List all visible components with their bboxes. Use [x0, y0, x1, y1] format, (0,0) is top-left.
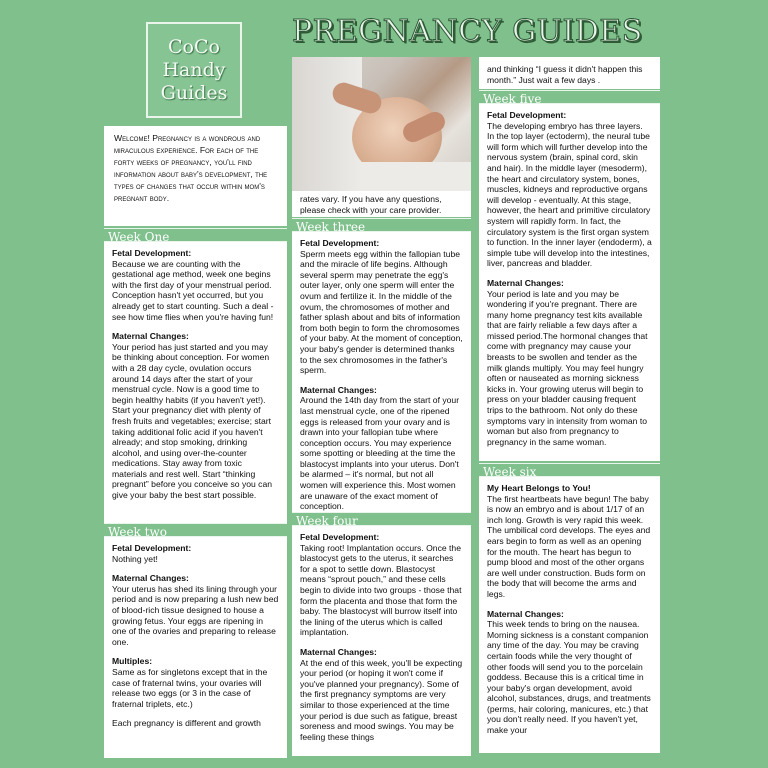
intro-panel [104, 126, 287, 226]
week-four-fetal-title: Fetal Development: [300, 532, 380, 542]
week-three-maternal-text: Around the 14th day from the start of your last menstrual cycle, one of the ripened eggs is released from your ovary and is drawn into your fallopian tube where conception occurs. You may experience some spotting or bleeding at the time the blastocyst implants into your uterus. Don't be alarmed – it's normal, but not all women will experience this. Most women are unaware of the exact moment of conception. [300, 395, 460, 512]
week-one-maternal-text: Your period has just started and you may be thinking about conception. For women with a 28 day cycle, ovulation occurs around 14 days after the start of your menstrual cycle. Now is a good time to begin healthy habits (if you haven't yet!). Start your pregnancy diet with plenty of fresh fruits and vegetables; exercise; start taking additional folic acid if you haven't already; and stop smoking, drinking alcohol, and using over-the-counter medications. Stay away from toxic materials and rest well. Start “thinking pregnant” before you conceive so you can give your baby the best start possible. [112, 341, 273, 501]
week-five-body [479, 104, 660, 461]
week-five-maternal-title: Maternal Changes: [487, 277, 564, 288]
week-five-heading: Week five [479, 90, 660, 104]
logo-line-2: Handy [162, 58, 226, 81]
week-two-section [104, 523, 287, 758]
week-six-heart-text: The first heartbeats have begun! The baby is now an embryo and is about 1/17 of an inch long. Growth is very rapid this week. The umbilical cord develops. The eyes and ears begin to form as well as an opening for the mouth. The heart has begun to pump blood and most of the other organs are well under construction. Buds form on the body that will become the arms and legs. [487, 493, 651, 599]
col3-cont-text: and thinking “I guess it didn't happen this month.” Just wait a few days . [487, 64, 643, 85]
week-three-fetal-title: Fetal Development: [300, 238, 380, 248]
week-two-fetal-text: Nothing yet! [112, 553, 158, 564]
col2-continuation [292, 191, 471, 217]
logo-line-1: CoCo [168, 35, 220, 58]
week-four-section [292, 512, 471, 756]
week-six-body [479, 477, 660, 753]
week-six-heart-title: My Heart Belongs to You! [487, 483, 591, 493]
week-one-heading: Week One [104, 228, 287, 242]
week-two-multiples-title: Multiples: [112, 656, 153, 667]
week-one-fetal-text: Because we are counting with the gestational age method, week one begins with the first day of your menstrual period. Conception hasn't yet occurred, but you already get to start counting. Such a deal - see how time flies when you're having fun! [112, 258, 274, 322]
intro-text: Welcome! Pregnancy is a wondrous and miraculous experience. For each of the forty weeks of pregnancy, you'll find information about baby's development, the types of changes that occur within mom's pregnant body. [114, 133, 268, 203]
week-one-fetal-title: Fetal Development: [112, 248, 192, 258]
week-six-maternal-text: This week tends to bring on the nausea. Morning sickness is a constant companion any time of the day. You may be craving certain foods while the very thought of other foods will send you to the porcelain goddess. Because this is a critical time in your baby's organ development, avoid alcohol, substances, drugs, and treatments (perms, hair coloring, manicures, etc.) that you don't really need. If you haven't yet, make your [487, 619, 651, 736]
week-two-body [104, 537, 287, 758]
col3-continuation [479, 57, 660, 89]
logo-line-3: Guides [160, 81, 228, 104]
col2-cont-text: rates vary. If you have any questions, please check with your care provider. [300, 194, 442, 215]
week-four-fetal-text: Taking root! Implantation occurs. Once the blastocyst gets to the uterus, it searches for a spot to settle down. Blastocyst means “sprout pouch,” and these cells begin to divide into two groups - those that form the placenta and those that form the baby. The blastocyst will burrow itself into the lining of the uterus which is called implantation. [300, 542, 462, 638]
week-three-maternal-title: Maternal Changes: [300, 384, 377, 395]
week-two-fetal-title: Fetal Development: [112, 543, 192, 553]
pregnant-belly-photo [292, 57, 471, 191]
week-six-section [479, 463, 660, 753]
week-five-maternal-text: Your period is late and you may be wondering if you're pregnant. There are many home pregnancy test kits available that are fairly reliable a few days after a missed period.The hormonal changes that come with pregnancy may cause your breasts to be swollen and tender as the milk glands multiply. You may feel hungry often or nauseated as morning sickness kicks in. Your growing uterus will begin to press on your bladder causing frequent trips to the bathroom. Not only do these symptoms vary in intensity from woman to woman but also from pregnancy to pregnancy in the same woman. [487, 288, 648, 447]
week-two-maternal-title: Maternal Changes: [112, 573, 189, 584]
week-one-maternal-title: Maternal Changes: [112, 331, 189, 342]
week-two-heading: Week two [104, 523, 287, 537]
page-title: PREGNANCY GUIDES [292, 14, 643, 49]
week-three-heading: Week three [292, 218, 471, 232]
week-five-fetal-text: The developing embryo has three layers. In the top layer (ectoderm), the neural tube will form which will further develop into the nervous system (brain, spinal cord, skin and hair). In the middle layer (mesoderm), the heart and circulatory system, bones, muscles, kidneys and reproductive organs will develop - eventually. At this stage, however, the heart and primitive circulatory system will rapidly form. In fact, the circulatory system is the first organ system to function. In the inner layer (endoderm), a simple tube will develop into the intestines, liver, pancreas and bladder. [487, 120, 652, 269]
week-three-section [292, 218, 471, 515]
coco-handy-guides-logo [146, 22, 242, 118]
week-one-section [104, 228, 287, 532]
week-three-fetal-text: Sperm meets egg within the fallopian tube and the miracle of life begins. Although several sperm may penetrate the egg's outer layer, only one sperm will enter the ovum and fertilize it. In the middle of the ovum, the chromosomes of mother and father splash about and bits of information from both begin to form the chromosomes of your baby. At the moment of conception, your baby's gender is determined thanks to the sex chromosomes in the father's sperm. [300, 248, 463, 376]
week-four-maternal-title: Maternal Changes: [300, 646, 377, 657]
week-five-section [479, 90, 660, 461]
week-two-maternal-text: Your uterus has shed its lining through your period and is now preparing a lush new bed of blood-rich tissue designed to house a growing fetus. Your eggs are ripening in one of the ovaries and preparing to release one. [112, 583, 279, 647]
week-two-tail-text: Each pregnancy is different and growth [112, 718, 261, 729]
week-two-multiples-text: Same as for singletons except that in the case of fraternal twins, your ovaries will release two eggs (or 3 in the case of fraternal triplets, etc.) [112, 666, 268, 709]
week-five-fetal-title: Fetal Development: [487, 110, 567, 120]
week-six-maternal-title: Maternal Changes: [487, 608, 564, 619]
week-one-body [104, 242, 287, 532]
week-six-heading: Week six [479, 463, 660, 477]
week-three-body [292, 232, 471, 515]
week-four-body [292, 526, 471, 756]
week-four-maternal-text: At the end of this week, you'll be expecting your period (or hoping it won't come if you've planned your pregnancy). Some of the first pregnancy symptoms are very similar to those experienced at the time your period is due such as fatigue, breast soreness and mood swings. You may be feeling these things [300, 657, 463, 742]
week-four-heading: Week four [292, 512, 471, 526]
